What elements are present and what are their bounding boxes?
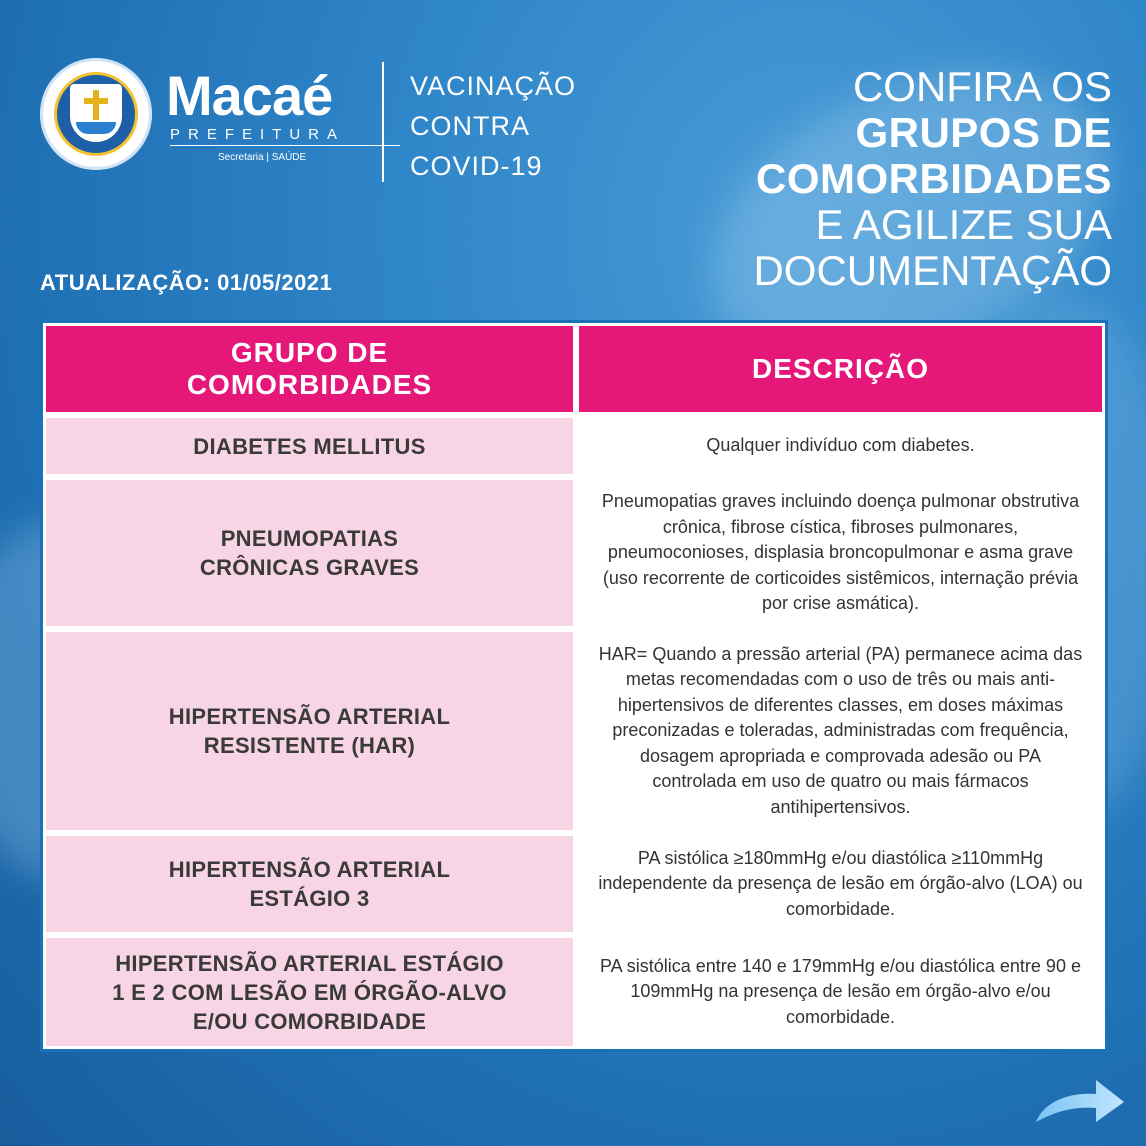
- header-description: DESCRIÇÃO: [576, 323, 1105, 415]
- table-header: [43, 323, 1105, 415]
- next-arrow-icon[interactable]: [1034, 1074, 1126, 1126]
- row-description: HAR= Quando a pressão arterial (PA) permanece acima das metas recomendadas com o uso de três ou mais anti-hipertensivos de diferentes classes, em doses máximas preconizadas e toleradas, administradas com frequência, dosagem apropriada e comprovada adesão ou PA controlada em uso de quatro ou mais fármacos antihipertensivos.: [576, 629, 1105, 833]
- row-group: HIPERTENSÃO ARTERIAL RESISTENTE (HAR): [43, 629, 576, 833]
- headline-line: E AGILIZE SUA: [815, 201, 1112, 248]
- brand-subtitle: PREFEITURA: [170, 126, 400, 146]
- header-divider: [382, 62, 384, 182]
- brand-name: Macaé: [166, 64, 333, 127]
- campaign-line: CONTRA: [410, 111, 530, 141]
- row-description: PA sistólica ≥180mmHg e/ou diastólica ≥110mmHg independente da presença de lesão em órgão-alvo (LOA) ou comorbidade.: [576, 833, 1105, 935]
- update-date: ATUALIZAÇÃO: 01/05/2021: [40, 270, 333, 295]
- row-description: PA sistólica entre 140 e 179mmHg e/ou diastólica entre 90 e 109mmHg na presença de lesão em órgão-alvo e/ou comorbidade.: [576, 935, 1105, 1049]
- table-row: [43, 833, 1105, 935]
- row-description: Pneumopatias graves incluindo doença pulmonar obstrutiva crônica, fibrose cística, fibroses pulmonares, pneumoconioses, displasia broncopulmonar e asma grave (uso recorrente de corticoides sistêmicos, internação prévia por crise asmática).: [576, 477, 1105, 629]
- brand-secretariat: Secretaria | SAÚDE: [218, 152, 307, 163]
- row-group: HIPERTENSÃO ARTERIAL ESTÁGIO 1 E 2 COM LESÃO EM ÓRGÃO-ALVO E/OU COMORBIDADE: [43, 935, 576, 1049]
- campaign-title: [410, 66, 576, 186]
- row-description: Qualquer indivíduo com diabetes.: [576, 415, 1105, 477]
- headline-line: GRUPOS DE: [855, 109, 1112, 156]
- table-row: [43, 629, 1105, 833]
- headline-line: COMORBIDADES: [755, 155, 1112, 202]
- table-row: [43, 935, 1105, 1049]
- city-seal-icon: [40, 58, 152, 170]
- comorbidities-table: [40, 320, 1108, 1052]
- row-group: HIPERTENSÃO ARTERIAL ESTÁGIO 3: [43, 833, 576, 935]
- header-group: GRUPO DE COMORBIDADES: [43, 323, 576, 415]
- campaign-line: VACINAÇÃO: [410, 71, 577, 101]
- logo: [40, 58, 370, 168]
- table-row: [43, 415, 1105, 477]
- headline-line: CONFIRA OS: [852, 63, 1112, 110]
- table-row: [43, 477, 1105, 629]
- campaign-line: COVID-19: [410, 151, 543, 181]
- row-group: DIABETES MELLITUS: [43, 415, 576, 477]
- headline: [753, 64, 1112, 294]
- row-group: PNEUMOPATIAS CRÔNICAS GRAVES: [43, 477, 576, 629]
- headline-line: DOCUMENTAÇÃO: [753, 247, 1112, 294]
